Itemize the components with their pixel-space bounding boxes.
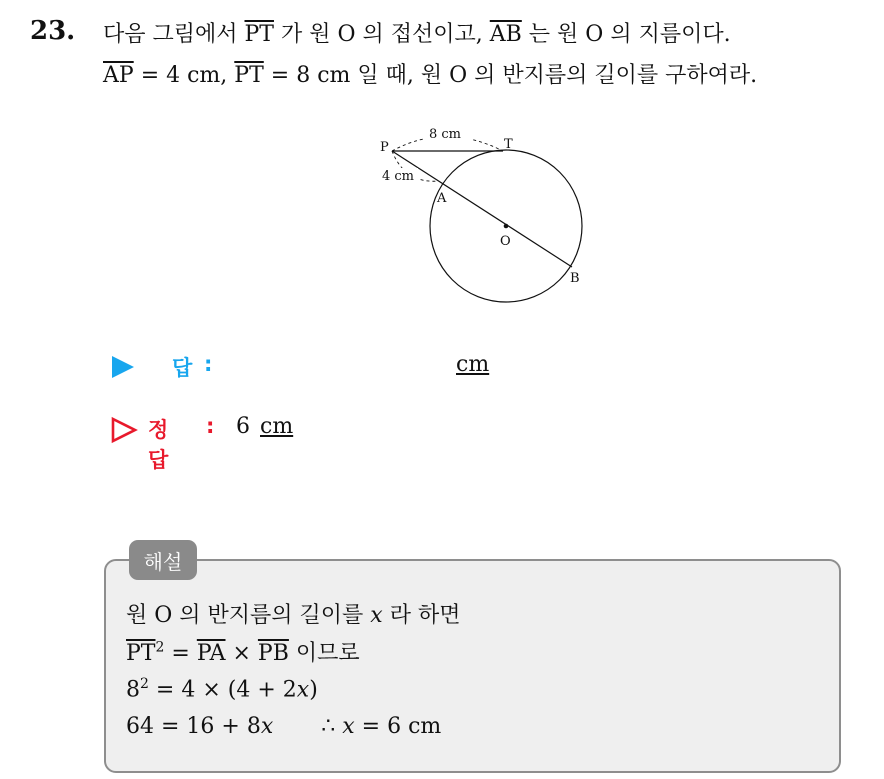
question-text: = 8 cm 일 때, 원 O 의 반지름의 길이를 구하여라. <box>263 63 758 88</box>
segment-ap: $\overline{AP}$ <box>103 63 134 88</box>
solution-text: 이므로 <box>288 641 360 666</box>
question-text: 다음 그림에서 <box>103 22 245 47</box>
play-triangle-icon <box>110 354 136 380</box>
segment-ab: $\overline{AB}$ <box>489 22 522 47</box>
solution-line-3 <box>126 676 318 702</box>
solution-tab: 해설 <box>129 540 197 580</box>
outline-triangle-icon <box>110 416 138 444</box>
segment-pb: $\overline{PB}$ <box>257 641 289 666</box>
solution-line-1 <box>126 598 460 629</box>
label-a: A <box>437 191 447 206</box>
solution-line-2 <box>126 636 360 667</box>
var-x: x <box>342 714 355 739</box>
label-p: P <box>380 140 389 155</box>
question-number: 23. <box>30 16 76 46</box>
exponent: 2 <box>155 639 165 656</box>
correct-answer-label: 정답 <box>148 418 169 472</box>
solution-text: 라 하면 <box>382 603 461 628</box>
correct-answer-colon: : <box>206 414 215 438</box>
solution-text: 64 = 16 + 8 <box>126 714 261 739</box>
correct-answer-unit: cm <box>260 414 294 439</box>
question-text-line-1 <box>103 17 731 48</box>
label-b: B <box>570 271 580 286</box>
solution-text: ) <box>309 677 318 703</box>
var-x: x <box>260 714 274 739</box>
question-text: 는 원 O 의 지름이다. <box>521 22 731 47</box>
therefore-symbol: ∴ <box>321 714 343 739</box>
answer-unit: cm <box>456 352 490 377</box>
solution-text: = <box>164 641 197 666</box>
geometry-figure <box>370 118 600 308</box>
question-text-line-2 <box>103 58 757 89</box>
label-pt-length: 8 cm <box>429 127 462 142</box>
segment-pa: $\overline{PA}$ <box>196 641 226 666</box>
var-x: x <box>296 677 310 703</box>
answer-label: 답 <box>172 356 193 380</box>
solution-text: × <box>225 641 258 666</box>
exponent: 2 <box>140 676 149 692</box>
center-point-o <box>504 224 509 229</box>
solution-text: = 6 cm <box>354 714 442 739</box>
solution-text: = 4 × (4 + 2 <box>148 677 297 703</box>
secant-line-pb <box>392 151 572 267</box>
var-x: x <box>370 603 383 628</box>
label-t: T <box>504 137 513 152</box>
solution-text: 8 <box>126 677 140 703</box>
segment-pt: $\overline{PT}$ <box>126 641 156 666</box>
segment-pt: $\overline{PT}$ <box>244 22 274 47</box>
question-text: 가 원 O 의 접선이고, <box>273 22 490 47</box>
correct-answer-value: 6 <box>236 414 250 439</box>
label-pa-length: 4 cm <box>382 169 415 184</box>
segment-pt: $\overline{PT}$ <box>234 63 264 88</box>
solution-line-4 <box>126 714 441 739</box>
answer-colon: : <box>204 352 213 376</box>
solution-text: 원 O 의 반지름의 길이를 <box>126 603 371 628</box>
question-text: = 4 cm, <box>133 63 235 88</box>
label-o: O <box>500 234 511 249</box>
